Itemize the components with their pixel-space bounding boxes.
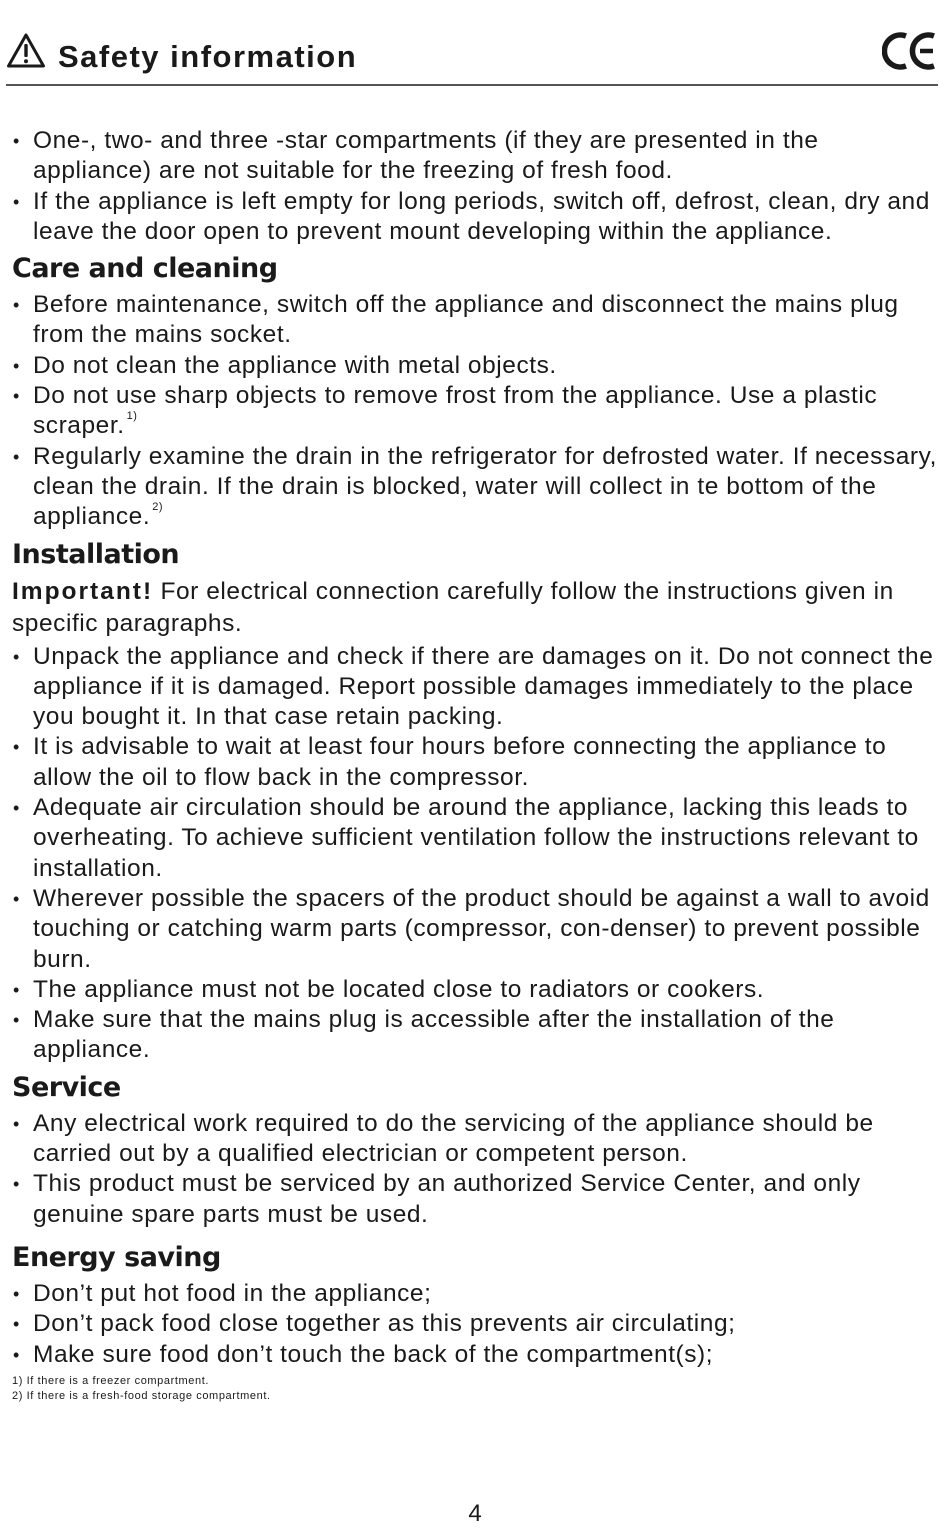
care-and-cleaning-heading: Care and cleaning xyxy=(12,253,278,285)
installation-list xyxy=(10,642,938,1066)
care-list xyxy=(10,290,938,532)
footnotes xyxy=(12,1374,938,1404)
list-item: • It is advisable to wait at least four hours before connecting the appliance to allow the oil to flow back in the compressor. xyxy=(10,732,938,793)
list-item: • Don’t put hot food in the appliance; xyxy=(10,1279,938,1309)
service-heading: Service xyxy=(12,1071,121,1103)
footnote: 2) If there is a fresh-food storage compartment. xyxy=(12,1389,271,1402)
list-item: • This product must be serviced by an authorized Service Center, and only genuine spare parts must be used. xyxy=(10,1169,938,1230)
page-number: 4 xyxy=(468,1500,482,1527)
page-content xyxy=(10,126,938,1404)
service-list xyxy=(10,1109,938,1230)
list-item: • Adequate air circulation should be around the appliance, lacking this leads to overheating. To achieve sufficient ventilation follow the instructions relevant to installation. xyxy=(10,793,938,884)
list-item: • Do not use sharp objects to remove frost from the appliance. Use a plastic scraper. $^{1)}$ xyxy=(10,381,938,442)
list-item: • Unpack the appliance and check if there are damages on it. Do not connect the appliance if it is damaged. Report possible damages immediately to the place you bought it. In that case retain packing. xyxy=(10,642,938,733)
list-item: • If the appliance is left empty for long periods, switch off, defrost, clean, dry and leave the door open to prevent mount developing within the appliance. xyxy=(10,187,938,248)
list-item: • Regularly examine the drain in the refrigerator for defrosted water. If necessary, clean the drain. If the drain is blocked, water will collect in te bottom of the appliance. $^{2)}$ xyxy=(10,442,938,533)
list-item: • Make sure that the mains plug is accessible after the installation of the appliance. xyxy=(10,1005,938,1066)
footnote-ref: 1) xyxy=(126,410,138,423)
important-note: Important! For electrical connection carefully follow the instructions given in specific paragraphs. xyxy=(12,577,894,637)
installation-heading: Installation xyxy=(12,538,180,570)
warning-triangle-icon xyxy=(6,32,46,70)
footnote: 1) If there is a freezer compartment. xyxy=(12,1374,210,1387)
page-title: Safety information xyxy=(58,39,358,74)
list-item: • The appliance must not be located close to radiators or cookers. xyxy=(10,975,938,1005)
list-item: • Do not clean the appliance with metal objects. xyxy=(10,351,938,381)
list-item: • Don’t pack food close together as this prevents air circulating; xyxy=(10,1309,938,1339)
list-item: • Any electrical work required to do the servicing of the appliance should be carried out by a qualified electrician or competent person. xyxy=(10,1109,938,1170)
page-header xyxy=(6,28,938,86)
energy-saving-heading: Energy saving xyxy=(12,1241,221,1273)
list-item: • Before maintenance, switch off the appliance and disconnect the mains plug from the mains socket. xyxy=(10,290,938,351)
list-item: • Make sure food don’t touch the back of the compartment(s); xyxy=(10,1340,938,1370)
intro-list xyxy=(10,126,938,247)
ce-mark-icon xyxy=(882,30,938,72)
footnote-ref: 2) xyxy=(152,501,164,514)
important-label: Important! xyxy=(12,577,154,605)
list-item: • Wherever possible the spacers of the product should be against a wall to avoid touching or catching warm parts (compressor, con-denser) to prevent possible burn. xyxy=(10,884,938,975)
energy-list xyxy=(10,1279,938,1370)
list-item: • One-, two- and three -star compartments (if they are presented in the appliance) are not suitable for the freezing of fresh food. xyxy=(10,126,938,187)
